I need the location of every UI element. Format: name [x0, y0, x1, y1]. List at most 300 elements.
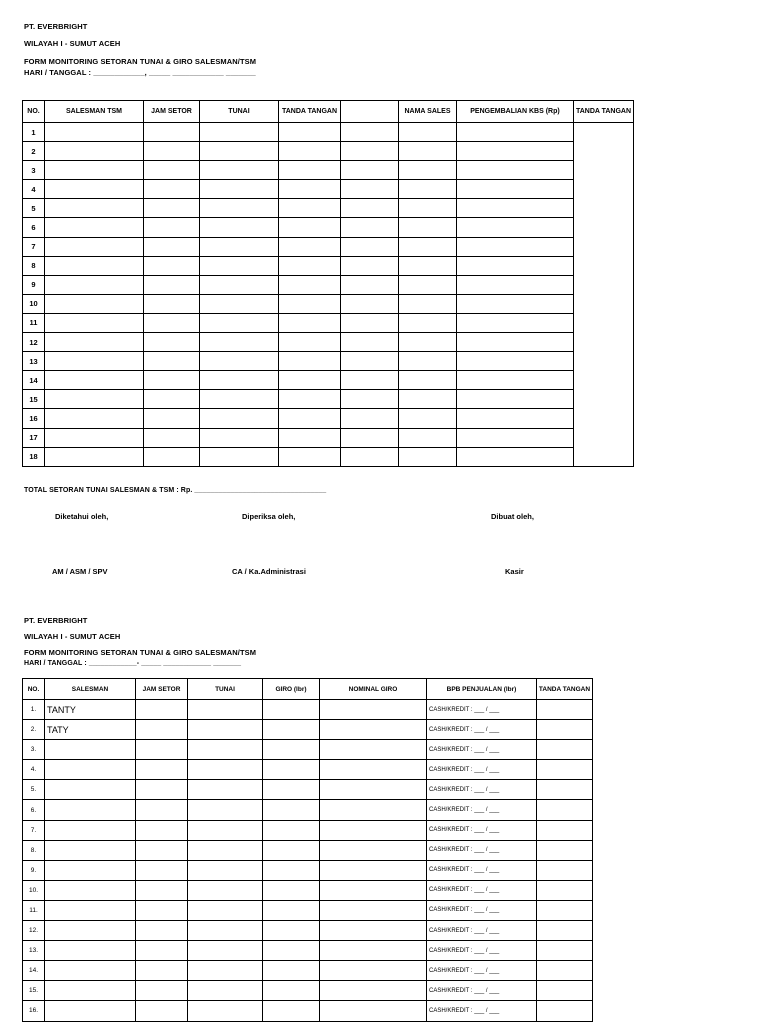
tanda-tangan-cell[interactable] — [537, 961, 593, 981]
salesman-cell[interactable] — [45, 352, 144, 371]
tunai-cell[interactable] — [188, 941, 263, 961]
jam-setor-cell[interactable] — [136, 760, 188, 780]
tanda-tangan-2-cell[interactable] — [457, 180, 574, 199]
setoran-table — [22, 100, 634, 467]
giro-cell[interactable] — [263, 941, 320, 961]
form-title-2: FORM MONITORING SETORAN TUNAI & GIRO SALESMAN/TSM — [24, 648, 257, 657]
tunai-cell[interactable] — [188, 780, 263, 800]
bpb-penjualan-cell[interactable]: CASH/KREDIT : ___ / ___ — [427, 981, 537, 1001]
table-row — [23, 900, 593, 920]
jam-setor-cell[interactable] — [136, 780, 188, 800]
salesman-cell[interactable] — [45, 275, 144, 294]
bpb-penjualan-cell[interactable]: CASH/KREDIT : ___ / ___ — [427, 941, 537, 961]
pengembalian-cell[interactable] — [399, 352, 457, 371]
bpb-penjualan-cell[interactable]: CASH/KREDIT : ___ / ___ — [427, 840, 537, 860]
tanda-tangan-cell[interactable] — [279, 313, 341, 332]
nominal-giro-cell[interactable] — [320, 981, 427, 1001]
tanda-tangan-cell[interactable] — [279, 218, 341, 237]
salesman-cell[interactable] — [45, 900, 136, 920]
jam-setor-cell[interactable] — [144, 352, 200, 371]
salesman-cell[interactable] — [45, 840, 136, 860]
salesman-cell[interactable] — [45, 981, 136, 1001]
tunai-cell[interactable] — [188, 1001, 263, 1021]
jam-setor-cell[interactable] — [136, 941, 188, 961]
nama-sales-cell[interactable] — [341, 123, 399, 142]
row-number: 1 — [23, 123, 45, 142]
tunai-cell[interactable] — [200, 313, 279, 332]
tunai-cell[interactable] — [188, 981, 263, 1001]
nominal-giro-cell[interactable] — [320, 840, 427, 860]
salesman-cell[interactable] — [45, 218, 144, 237]
jam-setor-cell[interactable] — [136, 800, 188, 820]
row-number: 15 — [23, 390, 45, 409]
nama-sales-cell[interactable] — [341, 256, 399, 275]
salesman-cell[interactable] — [45, 447, 144, 466]
bpb-penjualan-cell[interactable]: CASH/KREDIT : ___ / ___ — [427, 921, 537, 941]
tanda-tangan-cell[interactable] — [537, 740, 593, 760]
nama-sales-cell[interactable] — [341, 352, 399, 371]
tanda-tangan-2-cell[interactable] — [457, 409, 574, 428]
tanda-tangan-cell[interactable] — [279, 237, 341, 256]
tunai-cell[interactable] — [200, 199, 279, 218]
salesman-cell[interactable] — [45, 740, 136, 760]
salesman-cell[interactable] — [45, 880, 136, 900]
tanda-tangan-2-cell[interactable] — [457, 371, 574, 390]
table-row — [23, 941, 593, 961]
company-name-2: PT. EVERBRIGHT — [24, 616, 88, 625]
tanda-tangan-cell[interactable] — [537, 800, 593, 820]
tanda-tangan-cell[interactable] — [537, 860, 593, 880]
tanda-tangan-cell[interactable] — [279, 333, 341, 352]
tunai-cell[interactable] — [200, 352, 279, 371]
salesman-cell[interactable] — [45, 1001, 136, 1021]
row-number: 10. — [23, 880, 45, 900]
giro-cell[interactable] — [263, 981, 320, 1001]
tanda-tangan-cell[interactable] — [279, 161, 341, 180]
row-number: 7 — [23, 237, 45, 256]
row-number: 9. — [23, 860, 45, 880]
row-number: 6 — [23, 218, 45, 237]
header-giro: GIRO (lbr) — [263, 679, 320, 700]
salesman-cell[interactable] — [45, 199, 144, 218]
tunai-cell[interactable] — [188, 961, 263, 981]
tunai-cell[interactable] — [188, 820, 263, 840]
tunai-cell[interactable] — [188, 800, 263, 820]
jam-setor-cell[interactable] — [136, 880, 188, 900]
salesman-cell[interactable]: TANTY — [45, 700, 136, 720]
table-row — [23, 981, 593, 1001]
tunai-cell[interactable] — [188, 740, 263, 760]
salesman-cell[interactable] — [45, 294, 144, 313]
salesman-cell[interactable] — [45, 142, 144, 161]
table-row — [23, 199, 634, 218]
tanda-tangan-cell[interactable] — [537, 880, 593, 900]
nominal-giro-cell[interactable] — [320, 921, 427, 941]
tunai-cell[interactable] — [200, 447, 279, 466]
jam-setor-cell[interactable] — [136, 720, 188, 740]
nama-sales-cell[interactable] — [341, 294, 399, 313]
jam-setor-cell[interactable] — [136, 981, 188, 1001]
tunai-cell[interactable] — [200, 142, 279, 161]
bpb-penjualan-cell[interactable]: CASH/KREDIT : ___ / ___ — [427, 780, 537, 800]
tanda-tangan-cell[interactable] — [279, 371, 341, 390]
giro-cell[interactable] — [263, 900, 320, 920]
salesman-cell[interactable] — [45, 860, 136, 880]
bpb-penjualan-cell[interactable]: CASH/KREDIT : ___ / ___ — [427, 900, 537, 920]
table-row — [23, 780, 593, 800]
giro-cell[interactable] — [263, 1001, 320, 1021]
pengembalian-cell[interactable] — [399, 123, 457, 142]
nama-sales-cell[interactable] — [341, 333, 399, 352]
nama-sales-cell[interactable] — [341, 142, 399, 161]
row-number: 5 — [23, 199, 45, 218]
nama-sales-cell[interactable] — [341, 313, 399, 332]
pengembalian-cell[interactable] — [399, 390, 457, 409]
jam-setor-cell[interactable] — [136, 700, 188, 720]
nominal-giro-cell[interactable] — [320, 700, 427, 720]
pengembalian-cell[interactable] — [399, 333, 457, 352]
table-row — [23, 840, 593, 860]
jam-setor-cell[interactable] — [136, 921, 188, 941]
salesman-cell[interactable] — [45, 161, 144, 180]
jam-setor-cell[interactable] — [144, 294, 200, 313]
nominal-giro-cell[interactable] — [320, 860, 427, 880]
tanda-tangan-cell[interactable] — [537, 780, 593, 800]
nama-sales-cell[interactable] — [341, 218, 399, 237]
tanda-tangan-cell[interactable] — [279, 180, 341, 199]
jam-setor-cell[interactable] — [136, 1001, 188, 1021]
tanda-tangan-cell[interactable] — [537, 941, 593, 961]
giro-cell[interactable] — [263, 740, 320, 760]
giro-cell[interactable] — [263, 880, 320, 900]
table-header-row — [23, 101, 634, 123]
giro-cell[interactable] — [263, 700, 320, 720]
salesman-cell[interactable] — [45, 428, 144, 447]
row-number: 13 — [23, 352, 45, 371]
tunai-cell[interactable] — [188, 760, 263, 780]
nominal-giro-cell[interactable] — [320, 961, 427, 981]
nama-sales-cell[interactable] — [341, 447, 399, 466]
tunai-cell[interactable] — [200, 123, 279, 142]
tanda-tangan-cell[interactable] — [537, 840, 593, 860]
sig-role-am-asm-spv: AM / ASM / SPV — [52, 567, 108, 576]
nominal-giro-cell[interactable] — [320, 880, 427, 900]
table-row — [23, 313, 634, 332]
region-label: WILAYAH I - SUMUT ACEH — [24, 39, 121, 48]
salesman-cell[interactable] — [45, 371, 144, 390]
tunai-cell[interactable] — [200, 371, 279, 390]
row-number: 13. — [23, 941, 45, 961]
jam-setor-cell[interactable] — [136, 820, 188, 840]
table-row — [23, 123, 634, 142]
pengembalian-cell[interactable] — [399, 180, 457, 199]
table-row — [23, 256, 634, 275]
pengembalian-cell[interactable] — [399, 256, 457, 275]
nominal-giro-cell[interactable] — [320, 900, 427, 920]
row-number: 1. — [23, 700, 45, 720]
nama-sales-cell[interactable] — [341, 161, 399, 180]
row-number: 14. — [23, 961, 45, 981]
table-row — [23, 371, 634, 390]
row-number: 11. — [23, 900, 45, 920]
jam-setor-cell[interactable] — [144, 142, 200, 161]
bpb-penjualan-cell[interactable]: CASH/KREDIT : ___ / ___ — [427, 760, 537, 780]
row-number: 7. — [23, 820, 45, 840]
salesman-cell[interactable] — [45, 961, 136, 981]
bpb-penjualan-cell[interactable]: CASH/KREDIT : ___ / ___ — [427, 1001, 537, 1021]
table-row — [23, 237, 634, 256]
header-no: NO. — [23, 101, 45, 123]
salesman-cell[interactable] — [45, 256, 144, 275]
nama-sales-cell[interactable] — [341, 409, 399, 428]
salesman-cell[interactable] — [45, 409, 144, 428]
jam-setor-cell[interactable] — [136, 860, 188, 880]
sig-role-ca: CA / Ka.Administrasi — [232, 567, 306, 576]
giro-cell[interactable] — [263, 780, 320, 800]
tunai-cell[interactable] — [200, 180, 279, 199]
bpb-penjualan-cell[interactable]: CASH/KREDIT : ___ / ___ — [427, 740, 537, 760]
table-row — [23, 218, 634, 237]
sig-label-diketahui: Diketahui oleh, — [55, 512, 109, 521]
table-row — [23, 880, 593, 900]
tanda-tangan-2-cell[interactable] — [457, 142, 574, 161]
table-row — [23, 161, 634, 180]
salesman-cell[interactable] — [45, 313, 144, 332]
tunai-cell[interactable] — [200, 428, 279, 447]
jam-setor-cell[interactable] — [144, 123, 200, 142]
nominal-giro-cell[interactable] — [320, 760, 427, 780]
jam-setor-cell[interactable] — [144, 218, 200, 237]
salesman-cell[interactable] — [45, 237, 144, 256]
tanda-tangan-cell[interactable] — [279, 123, 341, 142]
pengembalian-cell[interactable] — [399, 142, 457, 161]
tanda-tangan-cell[interactable] — [279, 275, 341, 294]
jam-setor-cell[interactable] — [144, 428, 200, 447]
nama-sales-cell[interactable] — [341, 371, 399, 390]
tanda-tangan-2-cell[interactable] — [457, 161, 574, 180]
row-number: 16 — [23, 409, 45, 428]
pengembalian-cell[interactable] — [399, 409, 457, 428]
row-number: 8. — [23, 840, 45, 860]
tanda-tangan-cell[interactable] — [537, 820, 593, 840]
jam-setor-cell[interactable] — [144, 390, 200, 409]
salesman-cell[interactable] — [45, 800, 136, 820]
giro-cell[interactable] — [263, 961, 320, 981]
tanda-tangan-cell[interactable] — [537, 1001, 593, 1021]
nominal-giro-cell[interactable] — [320, 820, 427, 840]
jam-setor-cell[interactable] — [144, 180, 200, 199]
giro-cell[interactable] — [263, 760, 320, 780]
salesman-cell[interactable] — [45, 820, 136, 840]
bpb-penjualan-cell[interactable]: CASH/KREDIT : ___ / ___ — [427, 700, 537, 720]
tanda-tangan-cell[interactable] — [279, 142, 341, 161]
jam-setor-cell[interactable] — [144, 409, 200, 428]
tunai-cell[interactable] — [200, 218, 279, 237]
tanda-tangan-2-cell[interactable] — [457, 199, 574, 218]
tanda-tangan-2-cell[interactable] — [457, 218, 574, 237]
salesman-cell[interactable] — [45, 941, 136, 961]
tunai-cell[interactable] — [200, 237, 279, 256]
nama-sales-cell[interactable] — [341, 199, 399, 218]
tanda-tangan-cell[interactable] — [279, 256, 341, 275]
giro-cell[interactable] — [263, 800, 320, 820]
nominal-giro-cell[interactable] — [320, 941, 427, 961]
table-row — [23, 820, 593, 840]
nominal-giro-cell[interactable] — [320, 780, 427, 800]
pengembalian-cell[interactable] — [399, 161, 457, 180]
pengembalian-cell[interactable] — [399, 275, 457, 294]
jam-setor-cell[interactable] — [136, 840, 188, 860]
pengembalian-cell[interactable] — [399, 447, 457, 466]
jam-setor-cell[interactable] — [136, 740, 188, 760]
tunai-cell[interactable] — [200, 294, 279, 313]
tanda-tangan-2-cell[interactable] — [457, 256, 574, 275]
tanda-tangan-2-cell[interactable] — [457, 333, 574, 352]
jam-setor-cell[interactable] — [144, 313, 200, 332]
tanda-tangan-cell[interactable] — [537, 760, 593, 780]
jam-setor-cell[interactable] — [136, 961, 188, 981]
tanda-tangan-2-cell[interactable] — [457, 237, 574, 256]
row-number: 16. — [23, 1001, 45, 1021]
tanda-tangan-cell[interactable] — [537, 981, 593, 1001]
bpb-penjualan-cell[interactable]: CASH/KREDIT : ___ / ___ — [427, 860, 537, 880]
salesman-cell[interactable] — [45, 390, 144, 409]
row-number: 9 — [23, 275, 45, 294]
pengembalian-cell[interactable] — [399, 428, 457, 447]
tanda-tangan-cell[interactable] — [279, 390, 341, 409]
row-number: 3. — [23, 740, 45, 760]
nominal-giro-cell[interactable] — [320, 740, 427, 760]
bpb-penjualan-cell[interactable]: CASH/KREDIT : ___ / ___ — [427, 961, 537, 981]
jam-setor-cell[interactable] — [144, 333, 200, 352]
nominal-giro-cell[interactable] — [320, 720, 427, 740]
tanda-tangan-cell[interactable] — [537, 700, 593, 720]
tunai-cell[interactable] — [188, 700, 263, 720]
bpb-penjualan-cell[interactable]: CASH/KREDIT : ___ / ___ — [427, 880, 537, 900]
tanda-tangan-cell[interactable] — [279, 447, 341, 466]
pengembalian-cell[interactable] — [399, 371, 457, 390]
salesman-cell[interactable] — [45, 760, 136, 780]
salesman-cell[interactable] — [45, 333, 144, 352]
giro-cell[interactable] — [263, 921, 320, 941]
salesman-cell[interactable] — [45, 921, 136, 941]
tunai-cell[interactable] — [188, 900, 263, 920]
spacer-column — [341, 101, 399, 123]
tanda-tangan-cell[interactable] — [537, 720, 593, 740]
giro-cell[interactable] — [263, 720, 320, 740]
tanda-tangan-2-cell[interactable] — [457, 447, 574, 466]
pengembalian-cell[interactable] — [399, 218, 457, 237]
jam-setor-cell[interactable] — [136, 900, 188, 920]
tanda-tangan-cell[interactable] — [537, 921, 593, 941]
table-row — [23, 720, 593, 740]
nominal-giro-cell[interactable] — [320, 800, 427, 820]
jam-setor-cell[interactable] — [144, 199, 200, 218]
row-number: 17 — [23, 428, 45, 447]
header-nominal-giro: NOMINAL GIRO — [320, 679, 427, 700]
jam-setor-cell[interactable] — [144, 447, 200, 466]
tanda-tangan-2-cell[interactable] — [457, 275, 574, 294]
tanda-tangan-cell[interactable] — [537, 900, 593, 920]
row-number: 3 — [23, 161, 45, 180]
tanda-tangan-cell[interactable] — [279, 409, 341, 428]
tunai-cell[interactable] — [188, 720, 263, 740]
giro-cell[interactable] — [263, 840, 320, 860]
table-row — [23, 142, 634, 161]
nama-sales-cell[interactable] — [341, 180, 399, 199]
giro-cell[interactable] — [263, 860, 320, 880]
nama-sales-cell[interactable] — [341, 237, 399, 256]
tanda-tangan-2-cell[interactable] — [457, 352, 574, 371]
table-header-row-2 — [23, 679, 593, 700]
tunai-cell[interactable] — [188, 860, 263, 880]
date-line: HARI / TANGGAL : ____________, _____ ____________ _______ — [24, 68, 256, 77]
tanda-tangan-2-cell[interactable] — [457, 428, 574, 447]
jam-setor-cell[interactable] — [144, 371, 200, 390]
jam-setor-cell[interactable] — [144, 237, 200, 256]
pengembalian-cell[interactable] — [399, 313, 457, 332]
tanda-tangan-2-cell[interactable] — [457, 390, 574, 409]
tanda-tangan-2-cell[interactable] — [457, 313, 574, 332]
company-name: PT. EVERBRIGHT — [24, 22, 88, 31]
tunai-cell[interactable] — [200, 275, 279, 294]
jam-setor-cell[interactable] — [144, 256, 200, 275]
pengembalian-cell[interactable] — [399, 294, 457, 313]
row-number: 10 — [23, 294, 45, 313]
tunai-cell[interactable] — [188, 921, 263, 941]
tunai-cell[interactable] — [188, 880, 263, 900]
tanda-tangan-cell[interactable] — [279, 199, 341, 218]
nama-sales-cell[interactable] — [341, 390, 399, 409]
tanda-tangan-cell[interactable] — [279, 294, 341, 313]
salesman-cell[interactable] — [45, 123, 144, 142]
nama-sales-cell[interactable] — [341, 428, 399, 447]
date-line-2: HARI / TANGGAL : ____________- _____ ____________ _______ — [24, 660, 242, 667]
tunai-cell[interactable] — [200, 409, 279, 428]
pengembalian-cell[interactable] — [399, 237, 457, 256]
bpb-penjualan-cell[interactable]: CASH/KREDIT : ___ / ___ — [427, 800, 537, 820]
giro-cell[interactable] — [263, 820, 320, 840]
tanda-tangan-2-cell[interactable] — [457, 294, 574, 313]
tunai-cell[interactable] — [200, 161, 279, 180]
nominal-giro-cell[interactable] — [320, 1001, 427, 1021]
tunai-cell[interactable] — [188, 840, 263, 860]
salesman-cell[interactable]: TATY — [45, 720, 136, 740]
table-row — [23, 333, 634, 352]
row-number: 12. — [23, 921, 45, 941]
bpb-penjualan-cell[interactable]: CASH/KREDIT : ___ / ___ — [427, 720, 537, 740]
row-number: 15. — [23, 981, 45, 1001]
jam-setor-cell[interactable] — [144, 275, 200, 294]
salesman-cell[interactable] — [45, 180, 144, 199]
tunai-cell[interactable] — [200, 390, 279, 409]
table-row — [23, 760, 593, 780]
header-jam-setor: JAM SETOR — [144, 101, 200, 123]
tanda-tangan-cell[interactable] — [279, 352, 341, 371]
table-row — [23, 961, 593, 981]
pengembalian-cell[interactable] — [399, 199, 457, 218]
table-row — [23, 921, 593, 941]
tunai-cell[interactable] — [200, 333, 279, 352]
salesman-cell[interactable] — [45, 780, 136, 800]
tanda-tangan-cell[interactable] — [279, 428, 341, 447]
nama-sales-cell[interactable] — [341, 275, 399, 294]
tanda-tangan-2-cell[interactable] — [457, 123, 574, 142]
bpb-penjualan-cell[interactable]: CASH/KREDIT : ___ / ___ — [427, 820, 537, 840]
jam-setor-cell[interactable] — [144, 161, 200, 180]
table-row — [23, 860, 593, 880]
tunai-cell[interactable] — [200, 256, 279, 275]
